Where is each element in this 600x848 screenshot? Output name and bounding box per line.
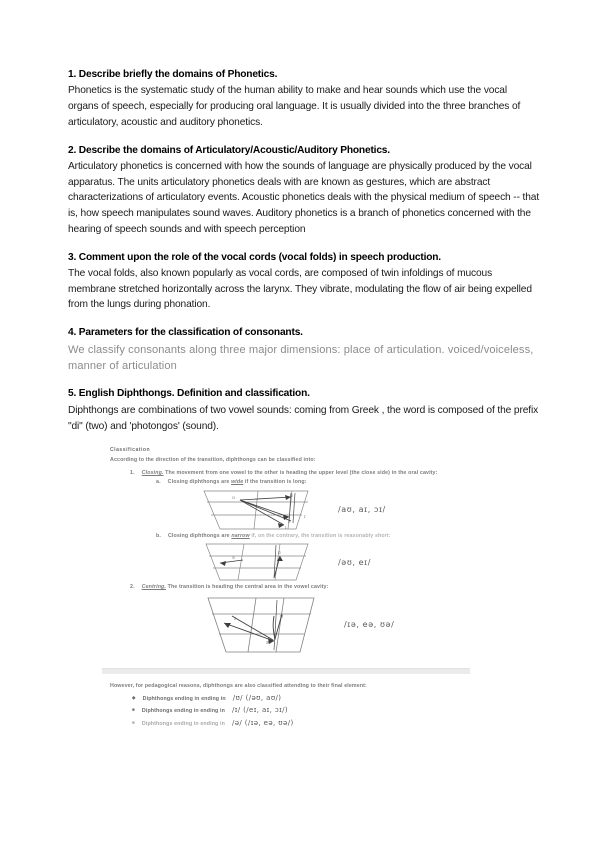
scan-item-1b-letter: b. — [156, 532, 161, 539]
bullet-dot-icon: ◆ — [132, 695, 136, 701]
scanned-classification-insert — [110, 447, 480, 728]
scan-item-1a-before: Closing diphthongs are — [167, 479, 230, 486]
scan-title: Classification — [110, 447, 151, 454]
scan-item-1-term: Closing. — [141, 469, 164, 476]
section-3 — [68, 251, 540, 314]
scan-item-1b-after: if, on the contrary, the transition is reasonably short: — [251, 532, 391, 539]
scan-item-2 — [130, 584, 480, 592]
svg-text:ʊ: ʊ — [290, 493, 293, 499]
vowel-quadrilateral-wide-icon — [196, 489, 316, 531]
scan-item-1b-before: Closing diphthongs are — [167, 532, 230, 539]
svg-text:ɪ: ɪ — [234, 615, 236, 622]
svg-text:ə: ə — [266, 639, 270, 646]
vowel-quadrilateral-narrow-icon — [196, 542, 316, 582]
scan-item-1b-text — [168, 533, 391, 541]
section-4-heading: 4. Parameters for the classification of consonants. — [68, 327, 303, 339]
section-1 — [68, 68, 540, 131]
scan-item-2-desc: The transition is heading the central area in the vowel cavity: — [167, 584, 329, 591]
section-5 — [68, 387, 540, 434]
scan-bullet-3-text: Diphthongs ending in ending in — [141, 720, 225, 727]
scan-lead-text: According to the direction of the transition, diphthongs can be classified into: — [110, 457, 316, 464]
scan-bullet-item — [132, 719, 480, 729]
scan-item-1a-letter: a. — [156, 479, 161, 486]
scan-bullet-item — [132, 694, 480, 704]
scan-bullet-2-text: Diphthongs ending in ending in — [141, 708, 225, 715]
section-1-body: Phonetics is the systematic study of the human ability to make and hear sounds which use the vocal organs of speech, especially for producing oral language. It is usually divided into the three branches of articulatory, acoustic and auditory phonetics. — [68, 85, 521, 128]
scan-bullet-2-transcription: /ɪ/ (/eɪ, aɪ, ɔɪ/) — [231, 706, 289, 715]
scan-bullet-list — [132, 694, 480, 728]
section-4 — [68, 326, 540, 374]
section-2 — [68, 144, 540, 238]
vowel-diagram-narrow-row — [196, 542, 480, 582]
svg-text:ə: ə — [232, 556, 235, 562]
scan-separator — [102, 668, 470, 674]
scan-item-2-text — [142, 584, 329, 592]
scan-transcription-narrow: /əʊ, eɪ/ — [338, 557, 372, 567]
section-1-heading: 1. Describe briefly the domains of Phonetics. — [68, 69, 278, 80]
svg-text:ʊ: ʊ — [280, 613, 284, 620]
scan-item-2-number: 2. — [130, 584, 135, 591]
section-3-body: The vocal folds, also known popularly as vocal cords, are composed of twin infoldings of mucous membrane stretched horizontally across the larynx. They vibrate, modulating the flow of air being expelled from the lungs during phonation. — [68, 268, 532, 311]
scan-item-1 — [130, 470, 480, 478]
svg-text:ɑ: ɑ — [232, 495, 235, 501]
scan-bullet-1-text: Diphthongs ending in ending in — [142, 696, 226, 703]
scan-bullet-item — [132, 706, 480, 716]
section-2-heading: 2. Describe the domains of Articulatory/Acoustic/Auditory Phonetics. — [68, 144, 390, 156]
section-5-body: Diphthongs are combinations of two vowel sounds: coming from Greek , the word is composed of the prefix "di" (two) and 'photongos' (sound). — [68, 404, 539, 432]
scan-transcription-wide: /aʊ, aɪ, ɔɪ/ — [338, 505, 386, 515]
scan-transcription-centring: /ɪə, eə, ʊə/ — [344, 620, 395, 630]
scan-item-1a-after: if the transition is long: — [244, 479, 307, 486]
scan-bullet-3-transcription: /ə/ (/ɪə, eə, ʊə/) — [231, 718, 294, 727]
section-4-body: We classify consonants along three major dimensions: place of articulation. voiced/voiceless, manner of articulation — [68, 343, 534, 373]
svg-text:ɪ: ɪ — [285, 525, 287, 531]
scan-footer — [110, 683, 480, 728]
scan-bullet-1-transcription: /ʊ/ (/əʊ, aʊ/) — [232, 694, 282, 703]
section-3-heading: 3. Comment upon the role of the vocal cords (vocal folds) in speech production. — [68, 251, 441, 263]
scan-item-1-text — [142, 470, 438, 478]
scan-item-1a-text — [168, 479, 307, 487]
scan-item-1-desc: The movement from one vowel to the other is heading the upper level (the close side) in the oral cavity: — [165, 469, 438, 476]
scan-item-1a — [156, 479, 480, 487]
section-2-body: Articulatory phonetics is concerned with how the sounds of language are physically produced by the vocal apparatus. The units articulatory phonetics deals with are known as gestures, which are abstract characterizations of articulatory events. Acoustic phonetics deals with the physical medium of speech -- that is, how speech manipulates sound waves. Auditory phonetics is a branch of phonetics concerned with the hearing of speech sounds and with speech perception — [68, 161, 540, 235]
bullet-dot-icon: ■ — [132, 719, 135, 725]
scan-item-1b-term: narrow — [231, 532, 250, 539]
vowel-quadrilateral-centring-icon — [196, 594, 322, 656]
scan-footer-note: However, for pedagogical reasons, diphthongs are also classified attending to their final element: — [110, 682, 367, 689]
vowel-diagram-centring-row — [196, 594, 480, 656]
vowel-diagram-wide-row — [196, 489, 480, 531]
svg-text:ʊ: ʊ — [278, 551, 281, 557]
scan-item-2-term: Centring. — [141, 584, 166, 591]
scan-item-1a-term: wide — [231, 479, 244, 486]
scan-item-1-number: 1. — [130, 469, 135, 476]
scan-item-1b — [156, 533, 480, 541]
bullet-dot-icon: ■ — [132, 707, 135, 713]
svg-text:ɪ: ɪ — [304, 514, 306, 520]
section-5-heading: 5. English Diphthongs. Definition and classification. — [68, 388, 310, 400]
